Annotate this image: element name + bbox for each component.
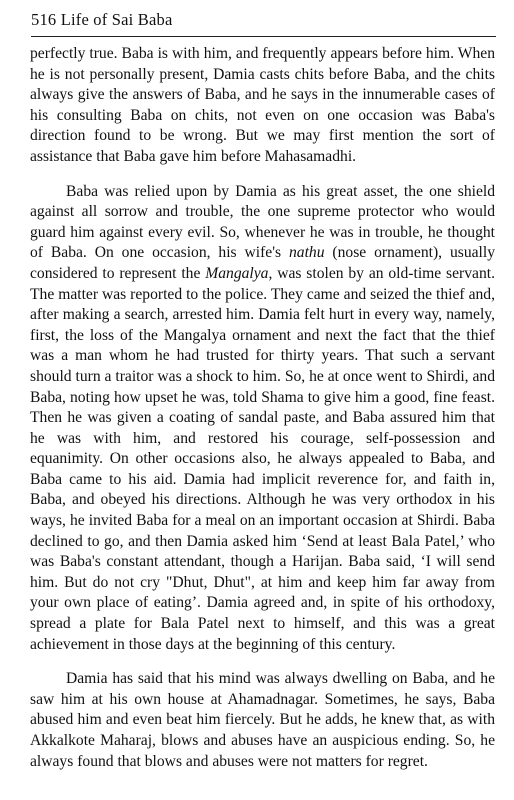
page-number: 516 (31, 10, 57, 29)
book-title: Life of Sai Baba (60, 10, 173, 29)
italic-term-mangalya: Mangalya (205, 264, 269, 282)
body-text (30, 44, 495, 772)
paragraph-2-part-1: Baba was relied upon by Damia as his great asset, the one shield against all sorrow and trouble, the one supreme protector who would guard him against every evil. So, whenever he was in trouble, he thought of Baba. On one occasion, his wife's (30, 182, 495, 262)
paragraph-2-part-2: (nose ornament), usually considered to represent the (30, 244, 495, 282)
header-rule (31, 36, 496, 37)
italic-term-nathu: nathu (288, 244, 325, 262)
paragraph-2-part-3: , was stolen by an old-time servant. The matter was reported to the police. They came and seized the thief and, after making a search, arrested him. Damia felt hurt in every way, namely, first, the loss of the Mangalya ornament and next the fact that the thief was a man whom he had trusted for thirty years. That such a servant should turn a traitor was a shock to him. So, he at once went to Shirdi, and Baba, noting how upset he was, told Shama to give him a good, fine feast. Then he was given a coating of sandal paste, and Baba assured him that he was with him, and restored his courage, self-possession and equanimity. On other occasions also, he always appealed to Baba, and Baba came to his aid. Damia had implicit reverence for, and faith in, Baba, and obeyed his directions. Although he was very orthodox in his ways, he invited Baba for a meal on an important occasion at Shirdi. Baba declined to go, and then Damia asked him ‘Send at least Bala Patel,’ who was Baba's constant attendant, though a Harijan. Baba said, ‘I will send him. But do not cry "Dhut, Dhut", at him and keep him far away from your own place of eating’. Damia agreed and, in spite of his orthodoxy, spread a plate for Bala Patel next to himself, and this was a great achievement in those days at the beginning of this century. (30, 264, 495, 653)
paragraph-gap (30, 655, 495, 669)
paragraph-2 (30, 182, 495, 656)
running-head (31, 10, 172, 30)
paragraph-3: Damia has said that his mind was always dwelling on Baba, and he saw him at his own house at Ahamadnagar. Sometimes, he says, Baba abused him and even beat him fiercely. But he adds, he knew that, as with Akkalkote Maharaj, blows and abuses have an auspicious ending. So, he always found that blows and abuses were not matters for regret. (30, 670, 495, 770)
paragraph-gap (30, 168, 495, 182)
paragraph-1: perfectly true. Baba is with him, and frequently appears before him. When he is not personally present, Damia casts chits before Baba, and the chits always give the answers of Baba, and he says in the innumerable cases of his consulting Baba on chits, not even on one occasion was Baba's direction found to be wrong. But we may first mention the sort of assistance that Baba gave him before Mahasamadhi. (30, 45, 495, 165)
